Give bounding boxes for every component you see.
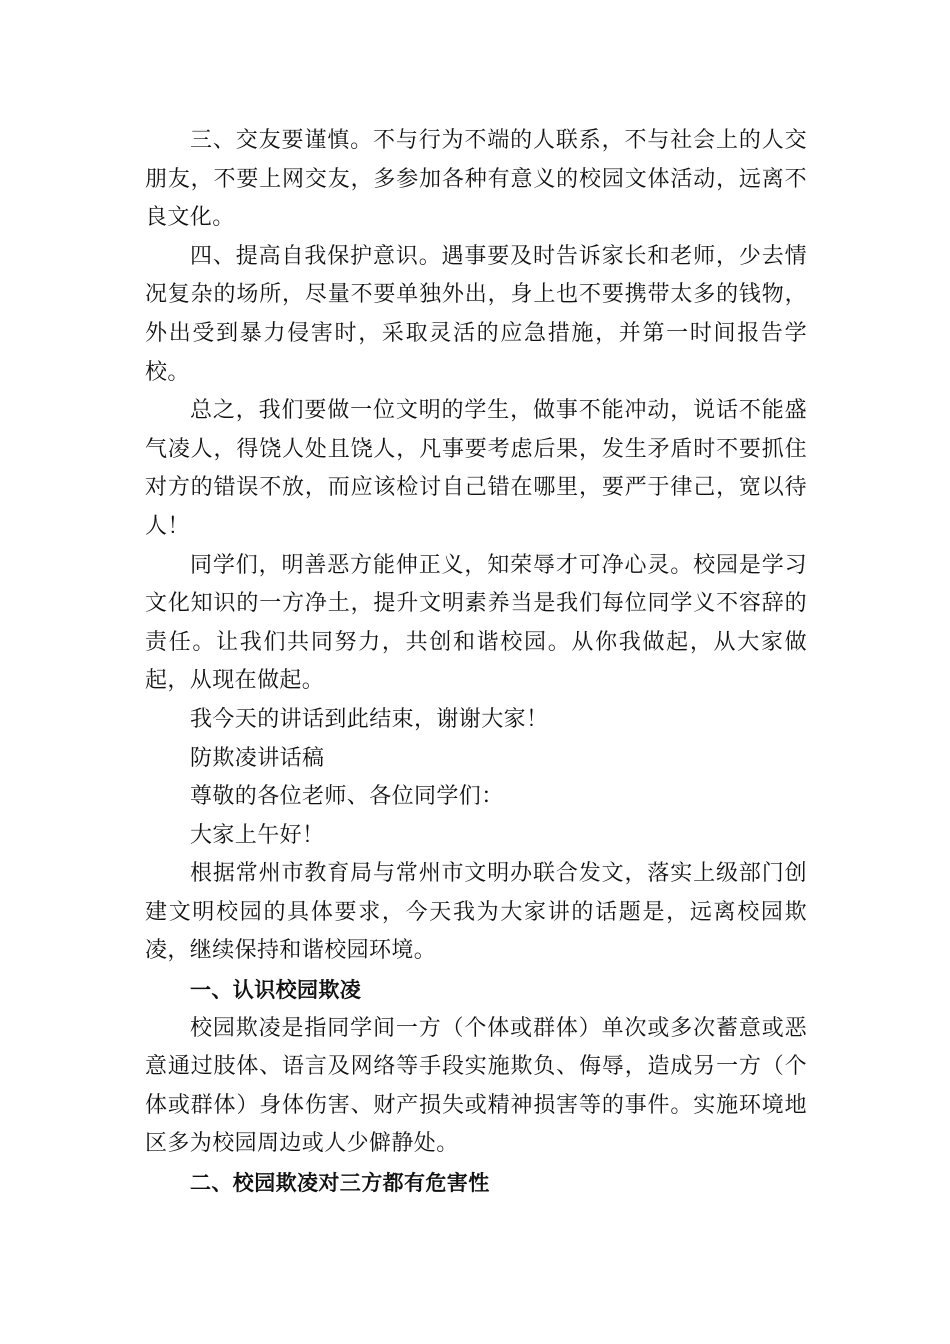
paragraph-summary: 总之，我们要做一位文明的学生，做事不能冲动，说话不能盛气凌人，得饶人处且饶人，凡事要考虑后果，发生矛盾时不要抓住对方的错误不放，而应该检讨自己错在哪里，要严于律己，宽以待人！ <box>145 398 807 539</box>
paragraph-friendship: 三、交友要谨慎。不与行为不端的人联系，不与社会上的人交朋友，不要上网交友，多参加各种有意义的校园文体活动，远离不良文化。 <box>145 128 807 231</box>
greeting: 大家上午好！ <box>190 822 325 848</box>
speech-title: 防欺凌讲话稿 <box>190 745 325 771</box>
paragraph-intro: 根据常州市教育局与常州市文明办联合发文，落实上级部门创建文明校园的具体要求，今天我为大家讲的话题是，远离校园欺凌，继续保持和谐校园环境。 <box>145 861 807 964</box>
paragraph-call-to-action: 同学们，明善恶方能伸正义，知荣辱才可净心灵。校园是学习文化知识的一方净土，提升文明素养当是我们每位同学义不容辞的责任。让我们共同努力，共创和谐校园。从你我做起，从大家做起，从现在做起。 <box>145 552 807 694</box>
paragraph-definition: 校园欺凌是指同学间一方（个体或群体）单次或多次蓄意或恶意通过肢体、语言及网络等手段实施欺负、侮辱，造成另一方（个体或群体）身体伤害、财产损失或精神损害等的事件。实施环境地区多为校园周边或人少僻静处。 <box>145 1015 807 1157</box>
salutation: 尊敬的各位老师、各位同学们： <box>190 784 504 810</box>
section-heading-1: 一、认识校园欺凌 <box>190 978 362 1003</box>
section-heading-2: 二、校园欺凌对三方都有危害性 <box>190 1171 490 1196</box>
closing-line: 我今天的讲话到此结束，谢谢大家！ <box>190 706 549 732</box>
document-body <box>145 122 807 1203</box>
paragraph-self-protection: 四、提高自我保护意识。遇事要及时告诉家长和老师，少去情况复杂的场所，尽量不要单独外出，身上也不要携带太多的钱物，外出受到暴力侵害时，采取灵活的应急措施，并第一时间报告学校。 <box>145 243 807 385</box>
